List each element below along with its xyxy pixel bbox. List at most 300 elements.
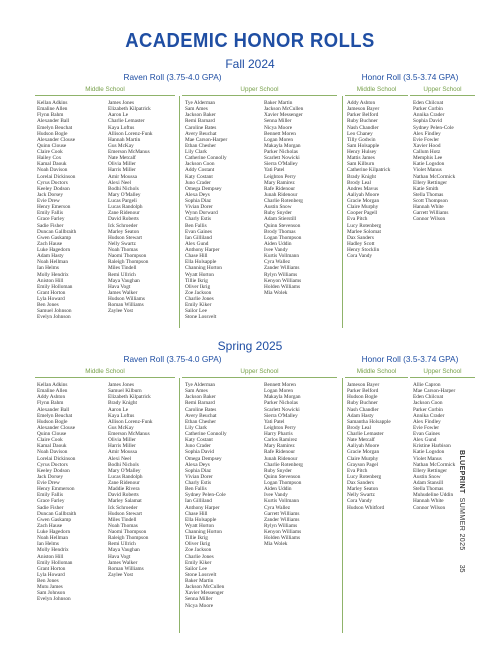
student-name: Mae Carson-Harper [185,136,228,143]
student-name: Luke Hagedorn [37,247,71,253]
student-name: Marley Salamat [108,498,142,505]
student-name: Parker Belford [347,112,379,119]
page-title: ACADEMIC HONOR ROLLS [125,30,375,52]
student-name: Grace Farley [37,498,65,505]
student-name: Henry Stocklin [347,247,380,253]
student-name: Gus McKay [108,142,134,149]
section-rule [35,95,175,96]
student-name: Ian Helms [37,541,59,548]
student-name: Makayla Morgan [264,394,301,401]
student-name: Oliver Ikrig [185,283,211,290]
student-name: Rafe Ridenour [264,185,296,192]
student-name: Nicya Moore [185,602,214,609]
student-name: Nicya Moore [264,124,293,131]
student-name: Allie Capron [413,382,441,388]
student-name: Emily Kiker [185,302,212,309]
honor-roll-heading: Honor Roll (3.5-3.74 GPA) [361,354,459,364]
student-name: Nelly Swartz [347,492,375,499]
honor-roll-heading: Honor Roll (3.5-3.74 GPA) [361,72,459,82]
student-name: Adam Stansill [413,480,444,486]
student-name: Adam Hasty [37,253,64,260]
student-name: Eva Pitch [347,216,368,223]
student-name: Maya Vaughan [108,277,140,284]
student-name: Xavier Hood [413,142,441,149]
student-name: Sam Johnson [37,590,66,597]
student-name: Holden Williams [264,283,301,290]
student-name: Mary Ramirez [264,443,295,450]
student-name: Catherine Connolly [185,155,227,162]
student-name: Chase Hill [185,253,208,260]
student-name: Ella Holsapple [185,259,217,266]
student-name: Channing Horton [185,265,222,272]
honor-upper-school-label: Upper School [423,86,462,93]
student-name: Raleigh Thompson [108,535,149,542]
student-name: Nelly Swartz [108,240,136,247]
student-name: Remi Barnard [185,400,215,407]
student-name: Noah Hellman [37,259,69,266]
name-column [37,382,76,603]
student-name: Leo Chaney [347,130,373,137]
section-rule [182,377,337,378]
student-name: Scarlett Nowicki [264,406,300,413]
student-name: Baker Martin [185,578,214,584]
student-name: Remi Barnard [185,118,215,125]
student-name: Henry Emerson [37,204,71,211]
student-name: Kamal Daouk [37,161,67,168]
student-name: Aiden Uddin [264,486,292,493]
column-divider [179,378,180,633]
student-name: Mary O'Malley [108,467,141,474]
student-name: Kamal Daouk [37,443,67,450]
student-name: Sydney Pelen-Cole [185,492,226,499]
student-name: Ruby Buchner [347,118,378,125]
student-name: Bodhi Nichols [108,461,139,468]
student-name: Parker Corbin [413,406,443,413]
student-name: Parker Nicholas [264,149,298,155]
student-name: Ethan Chesher [185,418,217,425]
student-name: Emily Holloman [37,559,73,566]
student-name: Duncan Gallbraith [37,510,77,517]
student-name: Memphis Lee [413,155,443,162]
student-name: Grant Horton [37,289,66,296]
raven-upper-school-label: Upper School [240,86,279,93]
student-name: Zander Williams [264,516,300,523]
student-name: Alex Gund [185,240,209,247]
student-name: Rylyn Williams [264,271,298,278]
student-name: Vivian Dorer [185,204,213,211]
student-name: Gwen Gaskamp [37,516,71,523]
student-name: Aniston Hill [37,553,64,560]
student-name: Evie Drew [37,480,60,486]
student-name: Grayson Pagel [347,461,379,468]
student-name: Claire Murphy [347,204,379,211]
student-name: Emily Kiker [185,559,212,566]
column-divider [342,96,343,328]
student-name: Kurtis Vollmann [264,253,299,260]
student-name: Gwen Gaskamp [37,234,71,241]
student-name: Catherine Connolly [185,431,227,437]
student-name: Sophia David [413,118,442,125]
student-name: Dax Sanders [347,480,374,486]
magazine-brand: BLUEPRINT [458,450,465,494]
student-name: Alex Gund [413,437,437,444]
student-name: Flynn Bahm [37,112,64,119]
student-name: Lorelai Dickinson [37,173,76,180]
student-name: Hudson Williams [108,296,145,302]
student-name: Stella Thomas [413,191,444,198]
student-name: Evie Fowler [413,424,440,431]
student-name: Ruby Buchner [347,400,378,407]
student-name: Alexander Ball [37,406,70,413]
student-name: Ben Jones [37,578,59,584]
student-name: Callum Hotz [413,149,441,155]
student-name: Lyla Howard [37,571,65,578]
student-name: Kellan Adkins [37,100,68,106]
student-name: Raleigh Thompson [108,259,149,266]
student-name: Maddie Rivera [108,486,140,493]
student-name: Mae Carson-Harper [413,388,456,395]
student-name: Violet Manus [413,455,442,462]
student-name: Claire Cook [37,437,63,444]
student-name: Hannah White [413,204,444,211]
student-name: Lucy Rotenberg [347,473,382,480]
student-name: Maya Vaughan [108,547,140,554]
student-name: Zoe Jackson [185,289,212,296]
magazine-footer [453,450,465,626]
student-name: Lucas Pargeli [108,198,137,204]
student-name: Hudson Stewart [108,510,142,517]
student-name: Henry Emmerson [37,486,75,493]
student-name: Tillie Ikrig [185,535,208,542]
student-name: Aaron Le [108,112,129,119]
student-name: James Jones [108,382,135,388]
student-name: Molly Hendrix [37,547,69,554]
student-name: Claire Murphy [347,455,379,462]
student-name: Lyla Howard [37,296,65,302]
student-name: Alexi Neel [108,179,132,186]
student-name: Evie Drew [37,198,60,204]
student-name: Parker Nicholas [264,400,298,407]
student-name: Tye Alderman [185,382,216,388]
student-name: Katie Smith [413,185,439,192]
student-name: Xavier Messenger [185,590,224,597]
student-name: Zane Ridenour [108,210,140,217]
student-name: Evelyn Johnson [37,314,71,321]
student-name: Cyra Wallez [264,504,291,511]
student-name: Zach Hause [37,522,63,529]
student-name: Eva Pitch [347,467,368,474]
student-name: Ben Fallis [185,222,207,229]
student-name: Tye Alderman [185,100,216,106]
student-name: Charly Estis [185,480,212,486]
name-column [37,100,76,321]
student-name: Logan Thompson [264,480,302,486]
column-divider [342,378,343,633]
student-name: Charlie Lemaster [347,431,384,437]
student-name: Elizabeth Kilpatrick [108,394,151,401]
page-number: 35 [458,564,465,573]
student-name: Sam Ames [185,106,208,113]
student-name: Mia Wolek [264,541,288,548]
student-name: Remi Ullrich [108,271,136,278]
student-name: Charlie Jones [185,553,214,560]
student-name: Gus McKay [108,424,134,431]
student-name: Quinn Stevenson [264,473,301,480]
student-name: Bennett Moren [264,382,296,388]
student-name: Noah Thomas [108,247,138,253]
student-name: Cyrus Doctors [37,461,68,468]
student-name: Miles Tindell [108,516,137,523]
student-name: Dax Sanders [347,234,374,241]
student-name: Logan Thompson [264,234,302,241]
student-name: Gracie Morgan [347,198,380,204]
name-column [413,100,455,223]
honor-upper-school-label: Upper School [423,368,462,375]
student-name: Emerson McManus [108,149,150,155]
student-name: Jack Dorsey [37,473,64,480]
student-name: Allison Lorenz-Funk [108,130,153,137]
section-rule [345,95,408,96]
student-name: Adam Stierstill [264,216,297,223]
student-name: Jackson Baker [185,394,216,401]
student-name: Eden Chilcoat [413,394,444,401]
student-name: Juno Crader [185,443,211,450]
student-name: Noah Thomas [108,522,138,529]
student-name: Kenyon Williams [264,529,302,535]
student-name: Sierra O'Malley [264,412,298,419]
student-name: Jackson Coon [185,161,215,168]
student-name: Cyra Wallez [264,259,291,266]
student-name: Katie Logsdon [413,449,445,456]
student-name: Lily Clark [185,149,207,155]
student-name: Aniston Hill [37,277,64,284]
student-name: Alexa Deys [185,461,210,468]
student-name: Leighton Perry [264,173,296,180]
student-name: Omega Dempsey [185,185,222,192]
name-column [185,382,227,609]
student-name: Carlos Ramirez [264,437,298,444]
student-name: Garrett Williams [264,510,300,517]
student-name: Bennett Moren [264,130,296,137]
student-name: Sophia Diaz [185,198,212,204]
student-name: Naomi Thompson [108,253,147,260]
student-name: Harris Miller [108,167,136,174]
student-name: Sailor Lee [185,565,207,572]
semester-heading: Spring 2025 [217,339,283,353]
student-name: Stella Thomas [413,486,444,493]
student-name: Amir Moussa [108,173,137,180]
student-name: Avery Beuchat [185,412,217,419]
student-name: Brody Thomas [264,228,296,235]
student-name: Vivian Dorer [185,473,213,480]
student-name: Cora Vandy [347,253,373,260]
student-name: Jackson Coon [413,400,443,407]
student-name: Molly Hendrix [37,271,69,278]
student-name: Ick Schroeder [108,504,138,511]
student-name: Connor Wilson [413,504,446,511]
student-name: Rylyn Williams [264,522,298,529]
student-name: Adam Hasty [347,412,374,419]
student-name: Leighton Perry [264,424,296,431]
student-name: Roman Williams [108,302,144,309]
student-name: Wynn Dorward [185,210,218,217]
student-name: Ella Holsapple [185,516,217,523]
student-name: Evan Gaines [413,431,440,437]
student-name: Caroline Bates [185,406,217,413]
name-column [347,100,390,259]
student-name: Hannah White [413,498,444,505]
student-name: Brady Knight [108,400,137,407]
student-name: Evan Gaines [185,228,212,235]
student-name: Addy Ashton [347,100,376,106]
student-name: Allison Lorenz-Funk [108,418,153,425]
student-name: Senna Miller [264,118,292,125]
raven-middle-school-label: Middle School [85,368,125,375]
student-name: Kellan Adkins [37,382,68,388]
student-name: Sophia David [185,449,214,456]
student-name: Kenyon Williams [264,277,302,284]
student-name: Junah Ridenour [264,191,298,198]
student-name: Mary Ramirez [264,179,295,186]
student-name: Stone Lossvelt [185,314,217,321]
student-name: Lucas Randolph [108,473,143,480]
student-name: Sam Ames [185,388,208,395]
student-name: Charlie Rotenberg [264,198,303,204]
student-name: Parker Belford [347,388,379,395]
student-name: Connor Wilson [413,216,446,223]
student-name: Kurtis Vollmann [264,498,299,505]
student-name: Luke Hagedorn [37,529,71,535]
student-name: Scarlett Nowicki [264,155,300,162]
student-name: Charlie Jones [185,296,214,302]
student-name: Ian Gilliland [185,498,212,505]
student-name: Austin Snow [413,473,441,480]
student-name: Sailor Lee [185,308,207,315]
semester-heading: Fall 2024 [225,57,275,71]
student-name: Nathan McCormick [413,173,456,180]
student-name: Bodhi Nichols [108,185,139,192]
student-name: Mary O'Malley [108,191,141,198]
student-name: Aaliyah Moore [347,443,380,450]
student-name: Charly Estis [185,216,212,223]
student-name: Nash Chandler [347,406,379,413]
student-name: Jackson McCullen [185,584,225,591]
student-name: Annika Crader [413,112,445,119]
student-name: Grant Horton [37,565,66,572]
student-name: James Walker [108,289,138,296]
name-column [413,382,455,511]
student-name: Hudson Bogle [37,418,68,425]
student-name: Brady Knight [347,173,376,180]
student-name: Jack Dorsey [37,191,64,198]
student-name: Senna Miller [185,596,213,603]
student-name: Logan Moren [264,388,293,395]
student-name: Zach Hause [37,240,63,247]
student-name: Noah Davison [37,449,68,456]
student-name: Alexa Deys [185,191,210,198]
student-name: Brody Leal [347,424,371,431]
student-name: Junah Ridenour [264,455,298,462]
student-name: Garrett Williams [413,210,449,217]
student-name: Nate Metcalf [347,437,375,444]
student-name: Eden Chilcoat [413,100,444,106]
student-name: Scott Thompson [413,198,448,204]
student-name: Emily Holloman [37,283,73,290]
student-name: Mutu James [37,584,63,591]
student-name: Quinn Stevenson [264,222,301,229]
student-name: Alexander Ball [37,118,70,125]
student-name: Nate Metcalf [108,155,136,162]
student-name: Sierra O'Malley [264,161,298,168]
student-name: Caroline Bates [185,124,217,131]
student-name: Roman Williams [108,565,144,572]
student-name: Olivia Miller [108,437,136,444]
student-name: Baker Martin [264,100,293,106]
student-name: Marlee Solomat [347,228,381,235]
student-name: Evie Fowler [413,136,440,143]
student-name: Annika Crader [413,412,445,419]
student-name: Zander Williams [264,265,300,272]
student-name: David Roberts [108,492,139,499]
student-name: Channing Horton [185,529,222,535]
student-name: Oliver Ikrig [185,541,211,548]
student-name: Lily Clark [185,424,207,431]
student-name: Samuel Kilburn [108,388,142,395]
student-name: Noah Davison [37,167,68,174]
student-name: Sadie Fisher [37,222,64,229]
student-name: Emelyn Beuchat [37,124,73,131]
student-name: Zane Ridenour [108,480,140,486]
student-name: Alexander Clouse [37,424,76,431]
raven-upper-school-label: Upper School [240,368,279,375]
student-name: Ivee Vandy [264,492,288,499]
student-name: Andres Mavus [347,185,379,192]
student-name: Lorelai Dickinson [37,455,76,462]
student-name: Avery Beuchat [185,130,217,137]
student-name: Hava Vogt [108,283,131,290]
student-name: Evelyn Johnson [37,596,71,603]
name-column [108,382,153,578]
section-rule [410,377,475,378]
student-name: Emerson McManus [108,431,150,437]
student-name: Katy Costant [185,173,213,180]
name-column [264,100,303,296]
student-name: Jackson Baker [185,112,216,119]
student-name: Sam Holsapple [347,142,380,149]
student-name: Zaylee Yost [108,308,134,315]
student-name: Ruby Snyder [264,467,292,474]
student-name: Parker Corbin [413,106,443,113]
student-name: Jameson Bayer [347,382,380,388]
student-name: Grace Farley [37,216,65,223]
student-name: Nathan McCormick [413,461,456,468]
section-rule [410,95,475,96]
student-name: Emaline Allen [37,388,68,395]
student-name: Anthony Harper [185,247,220,253]
honor-middle-school-label: Middle School [356,368,397,375]
student-name: Samuel Johnson [37,308,72,315]
student-name: Ian Gilliland [185,234,212,241]
student-name: Emaline Allen [37,106,68,113]
column-divider [179,96,180,328]
section-rule [182,95,337,96]
student-name: Naomi Thompson [108,529,147,535]
student-name: Hudson Bogle [37,130,68,137]
student-name: Kristine Harbison [413,443,451,450]
student-name: Sophia Diaz [185,467,212,474]
student-name: Wyatt Horton [185,522,214,529]
student-name: Xavier Messenger [264,112,303,119]
